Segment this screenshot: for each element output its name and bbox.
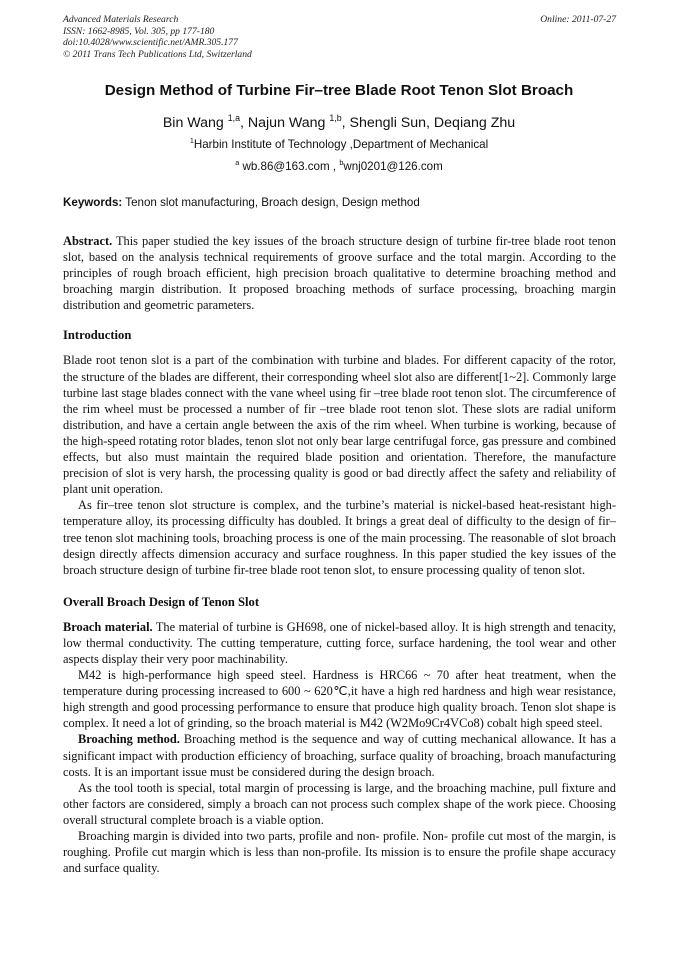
intro-paragraph-2: As fir–tree tenon slot structure is complex, and the turbine’s material is nickel-based heat-resistant high-temperature alloy, its processing difficulty has doubled. It brings a great deal of difficulty to the design of fir–tree tenon slot machining tools, broaching process is one of the main processing. The reasonable of slot broach design directly affects dimension accuracy and surface roughness. In this paper studied the key issues of the broach structure design of turbine fir-tree blade root tenon slot, to ensure processing quality of tenon slot.: [63, 498, 616, 577]
keywords-text: Tenon slot manufacturing, Broach design, Design method: [125, 196, 420, 209]
author-rest: Shengli Sun, Deqiang Zhu: [349, 115, 516, 131]
paper-body: [63, 233, 616, 876]
paper-title: Design Method of Turbine Fir–tree Blade Root Tenon Slot Broach: [104, 82, 574, 99]
introduction-heading: Introduction: [63, 328, 132, 343]
broaching-method-label: Broaching method.: [78, 732, 180, 747]
email-line: [0, 157, 678, 173]
email-a-sup: a: [235, 157, 240, 167]
keywords-label: Keywords:: [63, 196, 123, 209]
keywords: [63, 196, 616, 209]
author-1: Bin Wang: [162, 115, 224, 131]
broaching-method-paragraph: [63, 731, 616, 779]
journal-name: Advanced Materials Research: [63, 14, 179, 25]
broach-material-paragraph: [63, 619, 616, 667]
author-2-sup: 1,b: [329, 112, 342, 123]
broaching-method-text: Broaching method is the sequence and way of cutting mechanical allowance. It has a significant impact with production efficiency of broaching, surface quality of broaching, broach manufacturing costs. It is an important issue must be considered during the design broach.: [63, 732, 616, 779]
affiliation-sup: 1: [189, 135, 194, 145]
email-separator: ,: [329, 160, 340, 173]
broach-material-text: The material of turbine is GH698, one of nickel-based alloy. It is high strength and tenacity, low thermal conductivity. The cutting temperature, cutting force, surface hardening, the tool wear and other aspects display their very poor machinability.: [63, 619, 616, 666]
m42-paragraph: M42 is high-performance high speed steel. Hardness is HRC66 ~ 70 after heat treatment, when the temperature during processing increased to 600 ~ 620℃,it have a high red hardness and high wear resistance, high strength and good processing performance to ensure that produce high quality broach. Tenon slot shape is complex. It need a lot of grinding, so the broach material is M42 (W2Mo9Cr4VCo8) cobalt high speed steel.: [63, 668, 616, 731]
affiliation: [0, 135, 678, 151]
doi-line: doi:10.4028/www.scientific.net/AMR.305.177: [63, 37, 238, 48]
tool-tooth-paragraph: As the tool tooth is special, total margin of processing is large, and the broaching machine, pull fixture and other factors are considered, simply a broach can not process such complex shape of the work piece. Choosing overall structural complete broach is a viable option.: [63, 780, 616, 827]
intro-paragraph-1: Blade root tenon slot is a part of the combination with turbine and blades. For different capacity of the rotor, the structure of the blades are different, their corresponding wheel slot also are different[1~2]. Commonly large turbine last stage blades connect with the vane wheel using fir –tree blade root tenon slot. The circumference of the rim wheel must be processed a number of fir –tree blade root tenon slot. These slots are radial uniform distribution, and have a certain angle between the axis of the rim wheel. When turbine is working, because of the high-speed rotating rotor blades, tenon slot not only bear large centrifugal force, gas pressure and combined effects, but also must maintain the required blade position and orientation. Therefore, the manufacture precision of slot is very harsh, the processing quality is good or bad directly affect the safety and reliability of plant unit operation.: [63, 353, 616, 497]
abstract-label: Abstract.: [63, 234, 113, 248]
email-a: wb.86@163.com: [242, 160, 330, 173]
copyright-line: © 2011 Trans Tech Publications Ltd, Switzerland: [63, 48, 252, 60]
email-b: wnj0201@126.com: [343, 160, 443, 173]
author-1-sup: 1,a: [227, 112, 240, 123]
online-date: Online: 2011-07-27: [540, 14, 616, 25]
issn-line: ISSN: 1662-8985, Vol. 305, pp 177-180: [63, 25, 215, 37]
broaching-margin-paragraph: Broaching margin is divided into two parts, profile and non- profile. Non- profile cut most of the margin, is roughing. Profile cut margin which is less than non-profile. Its mission is to ensure the profile shape accuracy and surface quality.: [63, 829, 616, 876]
journal-header: [63, 14, 616, 60]
affiliation-text: Harbin Institute of Technology ,Department of Mechanical: [193, 138, 489, 151]
abstract-text: This paper studied the key issues of the broach structure design of turbine fir-tree blade root tenon slot, based on the analysis technical requirements of groove surface and the total margin. According to the principles of rough broach efficient, high precision broach qualitative to determine broaching method and broaching margin distribution. It proposed broaching methods of surface processing, broaching margin distribution and geometric parameters.: [63, 234, 616, 313]
broach-material-label: Broach material.: [63, 619, 153, 634]
abstract: [63, 233, 616, 313]
author-2: Najun Wang: [247, 115, 326, 131]
email-b-sup: b: [339, 157, 344, 167]
overall-design-heading: Overall Broach Design of Tenon Slot: [63, 594, 260, 609]
author-list: Bin Wang $^{1,a}$, Najun Wang $^{1,b}$, Shengli Sun, Deqiang Zhu: [162, 112, 516, 131]
